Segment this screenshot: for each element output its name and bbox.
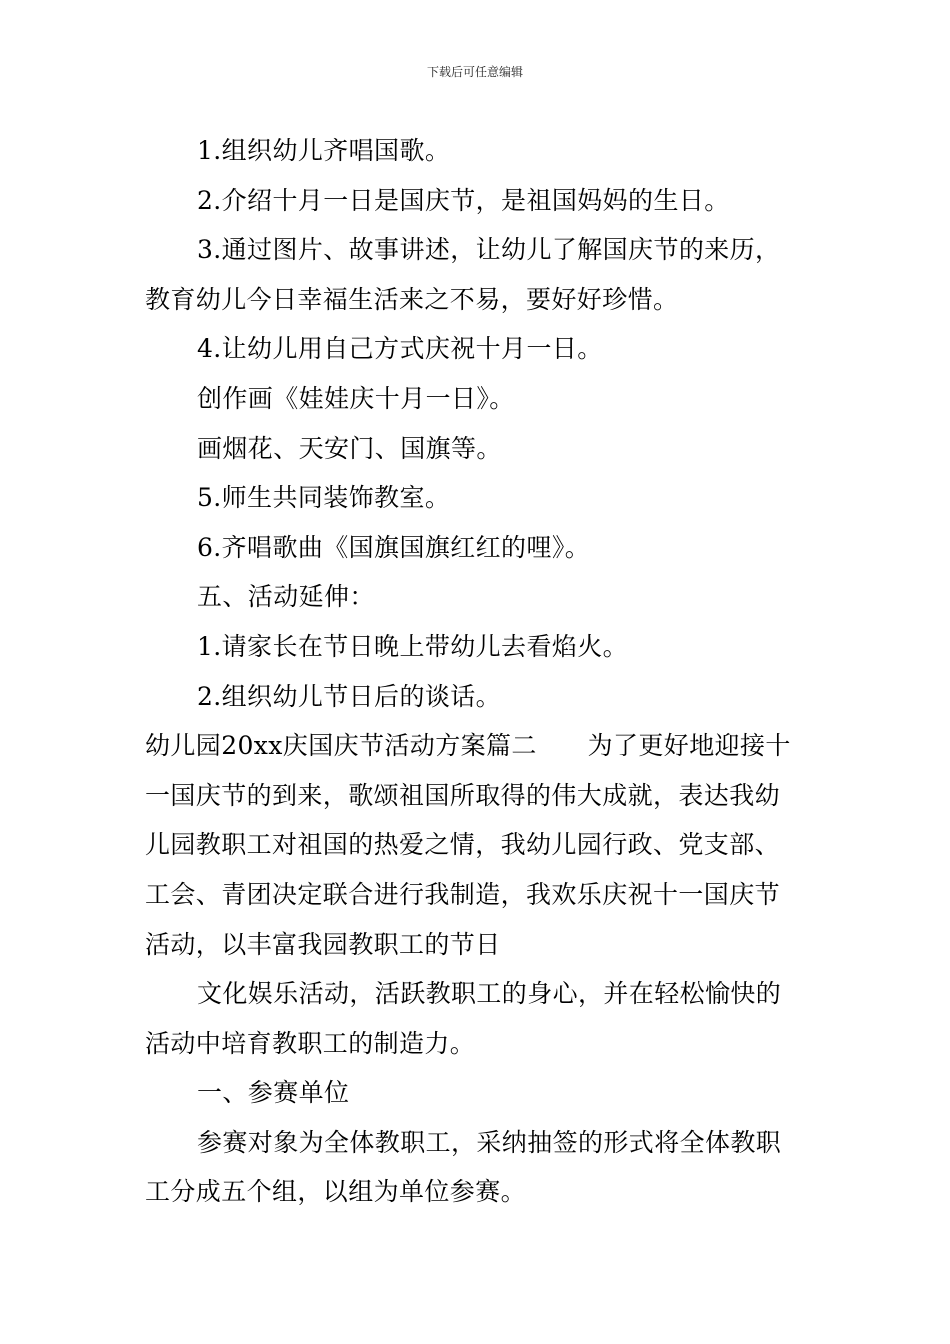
paragraph-line: 幼儿园20xx庆国庆节活动方案篇二 为了更好地迎接十 [145, 731, 791, 761]
paragraph-line: 工会、青团决定联合进行我制造，我欢乐庆祝十一国庆节 [145, 879, 781, 909]
section-heading: 一、参赛单位 [197, 1078, 350, 1108]
paragraph-line: 6.齐唱歌曲《国旗国旗红红的哩》。 [197, 532, 591, 562]
paragraph-line: 教育幼儿今日幸福生活来之不易，要好好珍惜。 [145, 284, 679, 314]
paragraph-line: 2.介绍十月一日是国庆节，是祖国妈妈的生日。 [197, 185, 730, 215]
paragraph-line: 工分成五个组，以组为单位参赛。 [145, 1177, 527, 1207]
paragraph-line: 一国庆节的到来，歌颂祖国所取得的伟大成就，表达我幼 [145, 780, 781, 810]
paragraph-line: 4.让幼儿用自己方式庆祝十月一日。 [197, 334, 603, 364]
paragraph-line: 3.通过图片、故事讲述，让幼儿了解国庆节的来历， [197, 235, 781, 265]
paragraph-line: 2.组织幼儿节日后的谈话。 [197, 681, 502, 711]
section-heading: 五、活动延伸： [197, 582, 375, 612]
paragraph-line: 参赛对象为全体教职工，采纳抽签的形式将全体教职 [197, 1127, 782, 1157]
paragraph-line: 1.组织幼儿齐唱国歌。 [197, 136, 451, 165]
paragraph-line: 画烟花、天安门、国旗等。 [197, 433, 502, 463]
paragraph-line: 活动，以丰富我园教职工的节日 [145, 929, 501, 959]
paragraph-line: 儿园教职工对祖国的热爱之情，我幼儿园行政、党支部、 [145, 830, 781, 860]
document-body [145, 126, 810, 1217]
paragraph-line: 1.请家长在节日晚上带幼儿去看焰火。 [197, 631, 629, 661]
paragraph-line: 文化娱乐活动，活跃教职工的身心，并在轻松愉快的 [197, 979, 782, 1009]
page-header-note: 下载后可任意编辑 [426, 65, 523, 79]
paragraph-line: 创作画《娃娃庆十月一日》。 [197, 383, 515, 413]
paragraph-line: 5.师生共同装饰教室。 [197, 483, 451, 513]
paragraph-line: 活动中培育教职工的制造力。 [145, 1028, 476, 1058]
